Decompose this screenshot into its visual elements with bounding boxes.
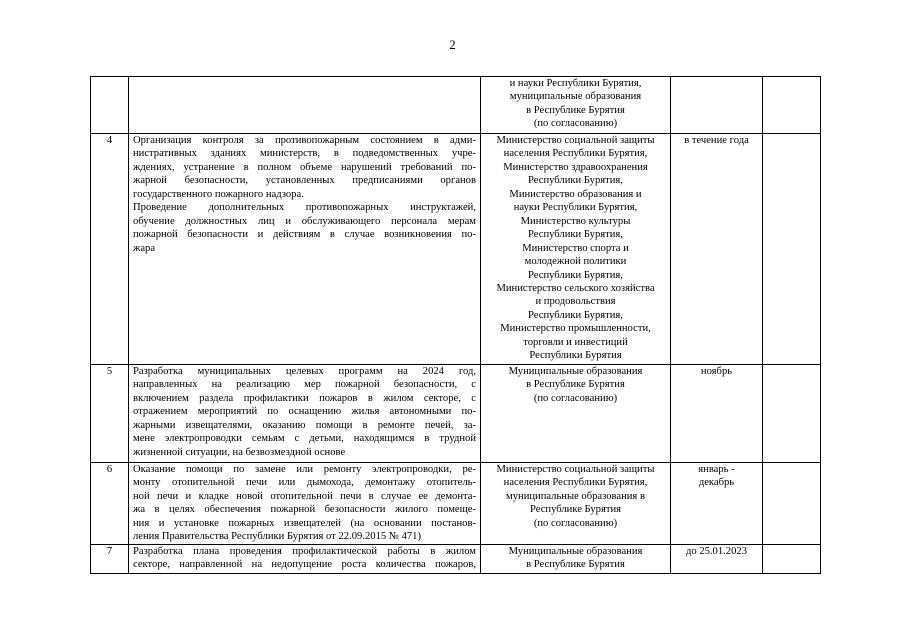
executor-line: и продовольствия (535, 296, 616, 308)
executor-line: Министерство здравоохранения (503, 161, 648, 173)
executor-line: молодежной политики (524, 256, 627, 268)
measure-text-line: направленных на реализацию мер пожарной безопасности, с (133, 379, 476, 391)
measure-text-line: государственного пожарного надзора. (133, 188, 304, 200)
measure-cell (129, 77, 481, 134)
executor-line: (по согласованию) (533, 118, 618, 130)
measure-text-line: жарной безопасности, установленных предписаниями органов (133, 175, 476, 187)
measure-text-line: Разработка плана проведения профилактической работы в жилом (133, 546, 476, 557)
executor-line: науки Республики Бурятия, (513, 202, 638, 214)
note-cell (763, 463, 821, 545)
note-cell (763, 365, 821, 463)
plan-table-body (91, 77, 821, 574)
executor-line: Республике Бурятия (529, 504, 622, 516)
executor-line: Министерство спорта и (522, 242, 629, 254)
executor-line: в Республике Бурятия (526, 104, 625, 116)
row-number: 6 (91, 463, 129, 545)
measure-text-line: жара (133, 242, 156, 254)
executor-line: (по согласованию) (533, 517, 618, 529)
term-line: ноябрь (700, 366, 733, 377)
measure-text-line: секторе, направленной на недопущение роста количества пожаров, (133, 559, 476, 571)
row-number: 5 (91, 365, 129, 463)
measure-text-line: Проведение дополнительных противопожарных инструктажей, (133, 202, 476, 214)
executor-line: населения Республики Бурятия, (503, 477, 648, 489)
executors-cell (481, 545, 671, 574)
measure-cell (129, 134, 481, 365)
measure-text-line: жа в целях обеспечения пожарной безопасности жилого помеще- (133, 504, 476, 516)
row-number: 4 (91, 134, 129, 365)
executor-line: (по согласованию) (533, 392, 618, 404)
executor-line: муниципальные образования в (506, 490, 645, 502)
term-line: в течение года (684, 135, 749, 146)
term-cell (671, 463, 763, 545)
measure-text-line: Оказание помощи по замене или ремонту электропроводки, ре- (133, 464, 476, 475)
executor-line: Муниципальные образования (508, 366, 643, 377)
executor-line: Министерство социальной защиты (496, 464, 655, 475)
executor-line: Министерство социальной защиты (496, 135, 655, 146)
executor-line: Министерство промышленности, (500, 323, 651, 335)
measure-text-line: обучение должностных лиц и обслуживающего персонала мерам (133, 215, 476, 227)
fire-safety-plan-table (90, 76, 821, 574)
note-cell (763, 77, 821, 134)
measure-text-line: Разработка муниципальных целевых программ на 2024 год, (133, 366, 476, 377)
row-number (91, 77, 129, 134)
term-line: до 25.01.2023 (685, 546, 747, 557)
executor-line: муниципальные образования (509, 91, 642, 103)
note-cell (763, 545, 821, 574)
measure-text-line: отражением мероприятий по оснащению жилья автономными по- (133, 406, 476, 418)
measure-text-line: включением раздела профилактики пожаров в жилом секторе, с (133, 392, 476, 404)
measure-cell (129, 545, 481, 574)
table-row (91, 77, 821, 134)
executor-line: населения Республики Бурятия, (503, 148, 648, 160)
measure-text-line: ной печи и кладке новой отопительной печи в случае ее демонта- (133, 490, 476, 502)
note-cell (763, 134, 821, 365)
table-row (91, 365, 821, 463)
term-line: январь - (698, 464, 735, 475)
executor-line: Муниципальные образования (508, 546, 643, 557)
executors-cell (481, 77, 671, 134)
measure-cell (129, 463, 481, 545)
executor-line: Республики Бурятия, (528, 309, 623, 321)
table-row (91, 463, 821, 545)
executors-cell (481, 134, 671, 365)
measure-text-line: ждениях, устранение в полном объеме нарушений требований по- (133, 161, 476, 173)
executor-line: в Республике Бурятия (526, 379, 625, 391)
executor-line: и науки Республики Бурятия, (509, 78, 642, 89)
measure-text-line: мене электропроводки семьям с детьми, находящимся в трудной (133, 433, 476, 445)
term-cell (671, 134, 763, 365)
table-row (91, 134, 821, 365)
executor-line: Республики Бурятия, (528, 229, 623, 241)
measure-text-line: жарными извещателями, оказанию помощи в ремонте печей, за- (133, 419, 476, 431)
term-cell (671, 77, 763, 134)
term-cell (671, 365, 763, 463)
row-number: 7 (91, 545, 129, 574)
executor-line: в Республике Бурятия (526, 559, 625, 571)
measure-text-line: нистративных зданиях министерств, в подведомственных учре- (133, 148, 476, 160)
measure-text-line: Организация контроля за противопожарным состоянием в адми- (133, 135, 476, 146)
page-number: 2 (449, 38, 456, 52)
term-cell (671, 545, 763, 574)
executors-cell (481, 463, 671, 545)
executors-cell (481, 365, 671, 463)
measure-text-line: ления Правительства Республики Бурятия от 22.09.2015 № 471) (133, 531, 421, 543)
measure-cell (129, 365, 481, 463)
measure-text-line: жизненной ситуации, на безвозмездной основе (133, 446, 346, 458)
executor-line: Министерство образования и (509, 188, 642, 200)
measure-text-line: пожарной безопасности и действиям в случае возникновения по- (133, 229, 476, 241)
executor-line: Республики Бурятия, (528, 269, 623, 281)
table-row (91, 545, 821, 574)
measure-text-line: ния и установке пожарных извещателей (на основании постанов- (133, 517, 476, 529)
executor-line: Республики Бурятия, (528, 175, 623, 187)
executor-line: Республики Бурятия (529, 350, 622, 362)
term-line: декабрь (698, 477, 735, 489)
executor-line: Министерство культуры (520, 215, 631, 227)
measure-text-line: монту отопительной печи или дымохода, демонтажу отопитель- (133, 477, 476, 489)
executor-line: торговли и инвестиций (523, 336, 628, 348)
executor-line: Министерство сельского хозяйства (496, 282, 655, 294)
